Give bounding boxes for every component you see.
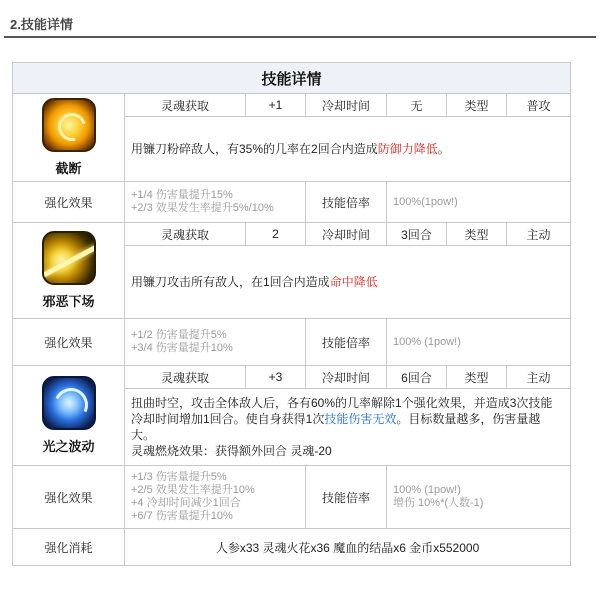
skill-3-enhance-list [125, 466, 306, 529]
skill-1-desc-highlight: 防御力降低 [377, 142, 438, 156]
enhance-item: +2/3 效果发生率提升5%/10% [131, 202, 274, 214]
skill-3-header [13, 366, 125, 466]
skill-2-desc-highlight: 命中降低 [329, 275, 378, 289]
skill-details-table [12, 62, 571, 566]
skill-3-desc-end: 。目标数量越多，伤害量越大。 [131, 412, 541, 442]
type-label: 类型 [447, 94, 507, 117]
cooldown-label: 冷却时间 [306, 366, 387, 389]
multiplier-bonus: 增伤 10%*(人数-1) [393, 497, 484, 509]
cooldown-label: 冷却时间 [306, 94, 387, 117]
enhance-item: +2/5 效果发生率提升10% [131, 484, 255, 496]
skill-1-header [13, 94, 125, 182]
multiplier-value: 100% (1pow!) [393, 335, 461, 348]
skill-1-desc-text: 用镰刀粉碎敌人，有35%的几率在2回合内造成 [131, 142, 378, 156]
skill-2-enhance-list [125, 319, 306, 366]
enhance-item: +6/7 伤害量提升10% [131, 510, 233, 522]
soul-gain-label: 灵魂获取 [125, 366, 246, 389]
skill-1-soul-value: +1 [246, 94, 306, 117]
enhance-item: +1/3 伤害量提升5% [131, 471, 227, 483]
skill-1-description [125, 117, 571, 182]
section-heading: 2.技能详情 [10, 17, 73, 32]
enhance-materials: 人参x33 灵魂火花x36 魔血的结晶x6 金币x552000 [125, 529, 571, 566]
skill-1-cooldown-value: 无 [387, 94, 447, 117]
skill-3-soul-value: +3 [246, 366, 306, 389]
skill-1-type-value: 普攻 [507, 94, 571, 117]
skill-2-multiplier [387, 319, 571, 366]
enhance-item: +1/2 伤害量提升5% [131, 329, 227, 341]
skill-2-desc-text: 用镰刀攻击所有敌人，在1回合内造成 [131, 275, 330, 289]
skill-3-desc-text: 扭曲时空，攻击全体敌人后，各有60%的几率解除1个强化效果，并造成3次技能冷却时间增加1回合。使自身获得1次 [131, 396, 553, 426]
enhance-label: 强化效果 [13, 182, 125, 223]
skill-3-type-value: 主动 [507, 366, 571, 389]
blue-light-wave-icon [42, 376, 96, 430]
skill-1-name: 截断 [55, 161, 82, 176]
multiplier-label: 技能倍率 [306, 466, 387, 529]
skill-3-cooldown-value: 6回合 [387, 366, 447, 389]
golden-sun-slash-icon [42, 98, 96, 152]
multiplier-value: 100%(1pow!) [393, 195, 458, 208]
enhance-label: 强化效果 [13, 319, 125, 366]
skill-2-header [13, 223, 125, 319]
lightning-slash-icon [42, 231, 96, 285]
multiplier-label: 技能倍率 [306, 182, 387, 223]
cost-label: 强化消耗 [13, 529, 125, 566]
soul-gain-label: 灵魂获取 [125, 223, 246, 246]
type-label: 类型 [447, 366, 507, 389]
skill-2-name: 邪恶下场 [42, 294, 95, 309]
enhance-label: 强化效果 [13, 466, 125, 529]
skill-3-desc-highlight: 技能伤害无效 [324, 412, 397, 426]
skill-1-multiplier [387, 182, 571, 223]
skill-3-name: 光之波动 [42, 439, 95, 454]
skill-3-multiplier [387, 466, 571, 529]
enhance-item: +1/4 伤害量提升15% [131, 189, 233, 201]
skill-2-description [125, 246, 571, 319]
enhance-item: +4 冷却时间减少1回合 [131, 497, 241, 509]
cooldown-label: 冷却时间 [306, 223, 387, 246]
skill-2-type-value: 主动 [507, 223, 571, 246]
soul-gain-label: 灵魂获取 [125, 94, 246, 117]
section-divider [4, 36, 596, 38]
skill-2-cooldown-value: 3回合 [387, 223, 447, 246]
skill-1-desc-end: 。 [437, 142, 450, 156]
enhance-item: +3/4 伤害量提升10% [131, 342, 233, 354]
skill-3-soul-burn: 灵魂燃烧效果：获得额外回合 灵魂-20 [131, 444, 332, 458]
skill-3-description [125, 389, 571, 466]
multiplier-value: 100% (1pow!) [393, 484, 461, 496]
skill-2-soul-value: 2 [246, 223, 306, 246]
skill-1-enhance-list [125, 182, 306, 223]
multiplier-label: 技能倍率 [306, 319, 387, 366]
type-label: 类型 [447, 223, 507, 246]
table-title: 技能详情 [13, 63, 571, 94]
